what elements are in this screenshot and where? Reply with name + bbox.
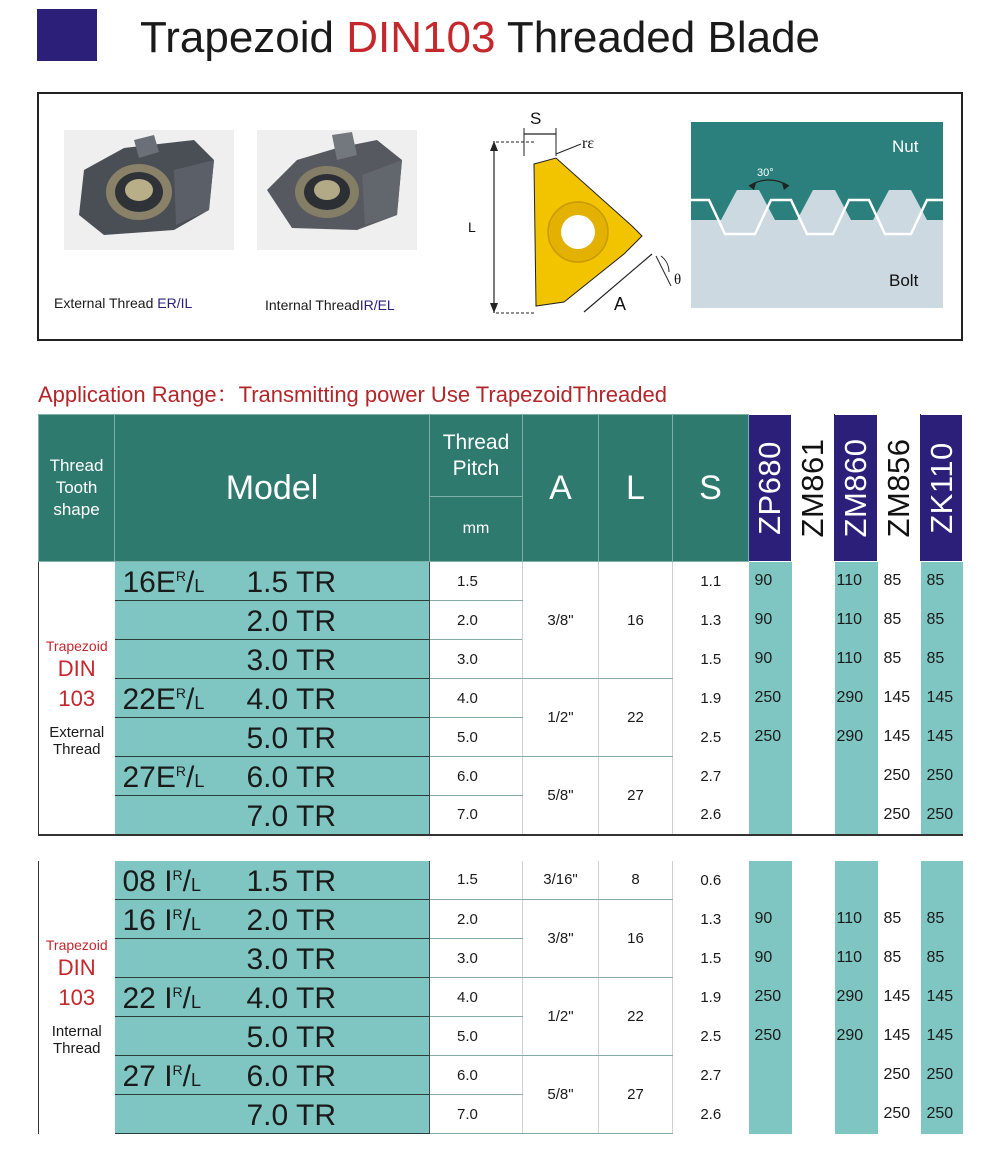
s-cell: 1.5 bbox=[673, 939, 749, 978]
grade-zm860-cell: 110 bbox=[835, 900, 878, 939]
title-suffix: Threaded Blade bbox=[506, 13, 821, 62]
grade-zm860-cell bbox=[835, 796, 878, 835]
pitch-cell: 5.0 bbox=[430, 1017, 523, 1056]
header-l: L bbox=[599, 415, 673, 562]
grade-zm861-cell bbox=[792, 1056, 835, 1095]
grade-zm861-cell bbox=[792, 861, 835, 900]
grade-zk110-label: ZK110 bbox=[923, 442, 959, 534]
model-prefix-code: 22E bbox=[122, 683, 176, 716]
grade-zk110-cell: 250 bbox=[921, 1056, 963, 1095]
model-prefix: $22E^R/L$ bbox=[122, 683, 205, 716]
grade-zm856-cell: 85 bbox=[878, 562, 921, 601]
header-pitch: Thread Pitch bbox=[430, 415, 523, 497]
model-cell bbox=[115, 601, 430, 640]
model-cell bbox=[115, 640, 430, 679]
model-tr: 6.0 TR bbox=[246, 1060, 336, 1093]
a-cell: 1/2" bbox=[523, 679, 599, 757]
grade-zm860-cell: 290 bbox=[835, 718, 878, 757]
l-cell: 27 bbox=[599, 757, 673, 835]
grade-zm861-cell bbox=[792, 1095, 835, 1134]
internal-code: IR/EL bbox=[359, 297, 395, 313]
s-cell: 0.6 bbox=[673, 861, 749, 900]
table-row bbox=[39, 601, 963, 640]
table-row bbox=[39, 718, 963, 757]
grade-zk110-cell: 85 bbox=[921, 900, 963, 939]
model-prefix-code: 27 I bbox=[122, 1060, 173, 1093]
model-cell bbox=[115, 1017, 430, 1056]
grade-zp680-cell: 250 bbox=[749, 1017, 792, 1056]
grade-zm861-cell bbox=[792, 978, 835, 1017]
model-tr: 1.5 TR bbox=[246, 864, 336, 898]
s-cell: 2.7 bbox=[673, 757, 749, 796]
model-prefix-code: 27E bbox=[122, 761, 176, 794]
table-row bbox=[39, 1095, 963, 1134]
grade-zm860-cell bbox=[835, 1056, 878, 1095]
grade-zm861-cell bbox=[792, 1017, 835, 1056]
table-row bbox=[39, 1017, 963, 1056]
model-prefix: $16E^R/L$ bbox=[122, 566, 205, 599]
grade-zp680-cell bbox=[749, 861, 792, 900]
grade-zp680-cell: 250 bbox=[749, 718, 792, 757]
model-tr: 3.0 TR bbox=[246, 943, 336, 976]
a-cell: 3/8" bbox=[523, 900, 599, 978]
table-row bbox=[39, 640, 963, 679]
label-a: A bbox=[614, 294, 627, 314]
table-row bbox=[39, 861, 963, 900]
pitch-cell: 1.5 bbox=[430, 562, 523, 601]
grade-zm856-cell: 145 bbox=[878, 978, 921, 1017]
grade-zm861-cell bbox=[792, 718, 835, 757]
pitch-cell: 3.0 bbox=[430, 640, 523, 679]
header-a: A bbox=[523, 415, 599, 562]
a-cell: 1/2" bbox=[523, 978, 599, 1056]
s-cell: 2.6 bbox=[673, 1095, 749, 1134]
header-grade-zk110 bbox=[921, 415, 963, 562]
model-cell bbox=[115, 757, 430, 796]
table-row bbox=[39, 939, 963, 978]
label-l: L bbox=[468, 219, 476, 235]
pitch-cell: 1.5 bbox=[430, 861, 523, 900]
model-prefix-code: 16 I bbox=[122, 904, 173, 937]
a-cell: 3/16" bbox=[523, 861, 599, 900]
pitch-cell: 3.0 bbox=[430, 939, 523, 978]
grade-zm856-cell: 250 bbox=[878, 757, 921, 796]
grade-zm860-cell: 110 bbox=[835, 939, 878, 978]
grade-zk110-cell: 145 bbox=[921, 718, 963, 757]
grade-zm861-cell bbox=[792, 601, 835, 640]
model-tr: 7.0 TR bbox=[246, 800, 336, 833]
internal-insert-photo bbox=[257, 130, 417, 250]
shape-type: Trapezoid bbox=[45, 937, 108, 953]
model-prefix: 16 $I^R/L$ bbox=[122, 904, 202, 937]
grade-zm860-cell: 110 bbox=[835, 640, 878, 679]
grade-zm856-cell: 85 bbox=[878, 601, 921, 640]
grade-zm856-cell bbox=[878, 861, 921, 900]
model-tr: 3.0 TR bbox=[246, 644, 336, 677]
header-model: Model bbox=[115, 415, 430, 562]
model-tr: 1.5 TR bbox=[246, 566, 336, 599]
shape-din: DIN bbox=[57, 655, 96, 681]
model-tr: 7.0 TR bbox=[246, 1099, 336, 1132]
grade-zp680-cell: 90 bbox=[749, 601, 792, 640]
grade-zk110-cell: 85 bbox=[921, 939, 963, 978]
l-cell: 16 bbox=[599, 562, 673, 679]
grade-zm856-cell: 145 bbox=[878, 718, 921, 757]
shape-thread-kind: Internal Thread bbox=[51, 1023, 102, 1057]
thread-shape-cell bbox=[39, 861, 115, 1134]
header-pitch-unit: mm bbox=[430, 497, 523, 562]
grade-zm860-cell bbox=[835, 1095, 878, 1134]
grade-zm860-cell: 110 bbox=[835, 562, 878, 601]
thread-profile-diagram bbox=[691, 122, 943, 308]
grade-zk110-cell: 145 bbox=[921, 679, 963, 718]
table-row bbox=[39, 796, 963, 835]
grade-zp680-cell bbox=[749, 1056, 792, 1095]
grade-zm856-cell: 250 bbox=[878, 1095, 921, 1134]
shape-din: DIN bbox=[57, 955, 96, 980]
grade-zm856-label: ZM856 bbox=[881, 438, 916, 538]
external-code: ER/IL bbox=[157, 295, 193, 311]
grade-zm861-cell bbox=[792, 757, 835, 796]
s-cell: 2.5 bbox=[673, 1017, 749, 1056]
application-range: Application Range：Transmitting power Use TrapezoidThreaded bbox=[38, 382, 667, 407]
l-cell: 8 bbox=[599, 861, 673, 900]
external-section bbox=[39, 562, 963, 835]
s-cell: 2.6 bbox=[673, 796, 749, 835]
grade-zm860-cell bbox=[835, 757, 878, 796]
brand-square bbox=[37, 9, 97, 61]
pitch-cell: 5.0 bbox=[430, 718, 523, 757]
external-insert-photo bbox=[64, 130, 234, 250]
s-cell: 1.3 bbox=[673, 900, 749, 939]
grade-zp680-cell: 90 bbox=[749, 939, 792, 978]
grade-zp680-cell bbox=[749, 757, 792, 796]
grade-zm860-label: ZM860 bbox=[838, 438, 873, 538]
model-cell bbox=[115, 796, 430, 835]
table-row bbox=[39, 679, 963, 718]
model-prefix-code: 16E bbox=[122, 566, 176, 599]
grade-zk110-cell: 250 bbox=[921, 796, 963, 835]
grade-zm856-cell: 145 bbox=[878, 679, 921, 718]
internal-caption-text: Internal Thread bbox=[265, 297, 360, 313]
label-theta: θ bbox=[674, 272, 682, 288]
a-cell: 5/8" bbox=[523, 757, 599, 835]
model-prefix-code: 22 I bbox=[122, 982, 173, 1015]
l-cell: 27 bbox=[599, 1056, 673, 1134]
grade-zm860-cell: 290 bbox=[835, 978, 878, 1017]
thread-shape-cell bbox=[39, 562, 115, 835]
model-cell bbox=[115, 939, 430, 978]
grade-zm861-label: ZM861 bbox=[795, 438, 830, 538]
pitch-cell: 7.0 bbox=[430, 796, 523, 835]
spec-table bbox=[38, 414, 963, 1134]
model-cell bbox=[115, 861, 430, 900]
header-grade-zm860 bbox=[835, 415, 878, 562]
a-cell: 5/8" bbox=[523, 1056, 599, 1134]
section-separator bbox=[39, 835, 963, 861]
grade-zk110-cell: 250 bbox=[921, 757, 963, 796]
model-prefix: 08 $I^R/L$ bbox=[122, 864, 202, 898]
shape-din-number: 103 bbox=[58, 685, 96, 711]
header-grade-zp680 bbox=[749, 415, 792, 562]
grade-zk110-cell: 85 bbox=[921, 601, 963, 640]
s-cell: 2.7 bbox=[673, 1056, 749, 1095]
pitch-cell: 4.0 bbox=[430, 679, 523, 718]
pitch-cell: 4.0 bbox=[430, 978, 523, 1017]
page-title bbox=[140, 12, 820, 64]
title-accent: DIN103 bbox=[346, 13, 496, 62]
grade-zm856-cell: 250 bbox=[878, 1056, 921, 1095]
header-grade-zm856 bbox=[878, 415, 921, 562]
grade-zk110-cell: 250 bbox=[921, 1095, 963, 1134]
grade-zm860-cell: 110 bbox=[835, 601, 878, 640]
a-cell: 3/8" bbox=[523, 562, 599, 679]
model-prefix: 22 $I^R/L$ bbox=[122, 982, 202, 1015]
header-shape: Thread Tooth shape bbox=[39, 415, 115, 562]
grade-zk110-cell: 145 bbox=[921, 1017, 963, 1056]
grade-zm856-cell: 145 bbox=[878, 1017, 921, 1056]
grade-zm861-cell bbox=[792, 900, 835, 939]
pitch-cell: 7.0 bbox=[430, 1095, 523, 1134]
s-cell: 2.5 bbox=[673, 718, 749, 757]
grade-zm856-cell: 250 bbox=[878, 796, 921, 835]
l-cell: 16 bbox=[599, 900, 673, 978]
grade-zm860-cell: 290 bbox=[835, 1017, 878, 1056]
model-prefix: $27E^R/L$ bbox=[122, 761, 205, 794]
internal-caption bbox=[265, 297, 395, 313]
title-prefix: Trapezoid bbox=[140, 13, 335, 62]
model-tr: 2.0 TR bbox=[246, 904, 336, 937]
model-tr: 2.0 TR bbox=[246, 605, 336, 638]
grade-zk110-cell: 85 bbox=[921, 640, 963, 679]
pitch-cell: 6.0 bbox=[430, 1056, 523, 1095]
grade-zp680-cell bbox=[749, 1095, 792, 1134]
grade-zp680-cell: 250 bbox=[749, 978, 792, 1017]
model-prefix-code: 08 I bbox=[122, 864, 173, 898]
internal-section bbox=[39, 861, 963, 1134]
model-cell bbox=[115, 718, 430, 757]
model-tr: 4.0 TR bbox=[246, 982, 336, 1015]
grade-zp680-label: ZP680 bbox=[752, 441, 787, 535]
grade-zm861-cell bbox=[792, 679, 835, 718]
grade-zm860-cell: 290 bbox=[835, 679, 878, 718]
model-prefix: 27 $I^R/L$ bbox=[122, 1060, 202, 1093]
model-tr: 5.0 TR bbox=[246, 722, 336, 755]
grade-zk110-cell: 145 bbox=[921, 978, 963, 1017]
grade-zm861-cell bbox=[792, 796, 835, 835]
table-row bbox=[39, 757, 963, 796]
grade-zm861-cell bbox=[792, 939, 835, 978]
table-row bbox=[39, 562, 963, 601]
grade-zm856-cell: 85 bbox=[878, 939, 921, 978]
model-cell bbox=[115, 562, 430, 601]
grade-zm856-cell: 85 bbox=[878, 900, 921, 939]
model-tr: 4.0 TR bbox=[246, 683, 336, 716]
external-caption bbox=[54, 295, 192, 311]
header-s: S bbox=[673, 415, 749, 562]
grade-zk110-cell: 85 bbox=[921, 562, 963, 601]
label-s: S bbox=[530, 109, 542, 128]
s-cell: 1.9 bbox=[673, 679, 749, 718]
figures-box bbox=[37, 92, 963, 341]
l-cell: 22 bbox=[599, 978, 673, 1056]
profile-bolt: Bolt bbox=[889, 271, 919, 290]
grade-zp680-cell: 90 bbox=[749, 562, 792, 601]
l-cell: 22 bbox=[599, 679, 673, 757]
grade-zm861-cell bbox=[792, 562, 835, 601]
grade-zm860-cell bbox=[835, 861, 878, 900]
pitch-cell: 2.0 bbox=[430, 601, 523, 640]
model-cell bbox=[115, 1056, 430, 1095]
model-cell bbox=[115, 978, 430, 1017]
profile-angle: 30° bbox=[757, 167, 774, 179]
grade-zk110-cell bbox=[921, 861, 963, 900]
s-cell: 1.5 bbox=[673, 640, 749, 679]
pitch-cell: 2.0 bbox=[430, 900, 523, 939]
s-cell: 1.9 bbox=[673, 978, 749, 1017]
table-row bbox=[39, 978, 963, 1017]
grade-zp680-cell bbox=[749, 796, 792, 835]
pitch-cell: 6.0 bbox=[430, 757, 523, 796]
shape-type: Trapezoid bbox=[45, 637, 108, 654]
model-tr: 6.0 TR bbox=[246, 761, 336, 794]
grade-zp680-cell: 90 bbox=[749, 900, 792, 939]
external-caption-text: External Thread bbox=[54, 295, 158, 311]
shape-thread-kind: External Thread bbox=[49, 723, 105, 758]
grade-zm856-cell: 85 bbox=[878, 640, 921, 679]
grade-zp680-cell: 90 bbox=[749, 640, 792, 679]
label-re: rε bbox=[582, 135, 595, 152]
profile-nut: Nut bbox=[892, 137, 919, 156]
model-cell bbox=[115, 679, 430, 718]
s-cell: 1.1 bbox=[673, 562, 749, 601]
header-grade-zm861 bbox=[792, 415, 835, 562]
s-cell: 1.3 bbox=[673, 601, 749, 640]
insert-dimension-diagram bbox=[456, 106, 696, 330]
model-tr: 5.0 TR bbox=[246, 1021, 336, 1054]
grade-zm861-cell bbox=[792, 640, 835, 679]
table-row bbox=[39, 900, 963, 939]
model-cell bbox=[115, 1095, 430, 1134]
model-cell bbox=[115, 900, 430, 939]
grade-zp680-cell: 250 bbox=[749, 679, 792, 718]
table-row bbox=[39, 1056, 963, 1095]
shape-din-number: 103 bbox=[58, 985, 96, 1010]
